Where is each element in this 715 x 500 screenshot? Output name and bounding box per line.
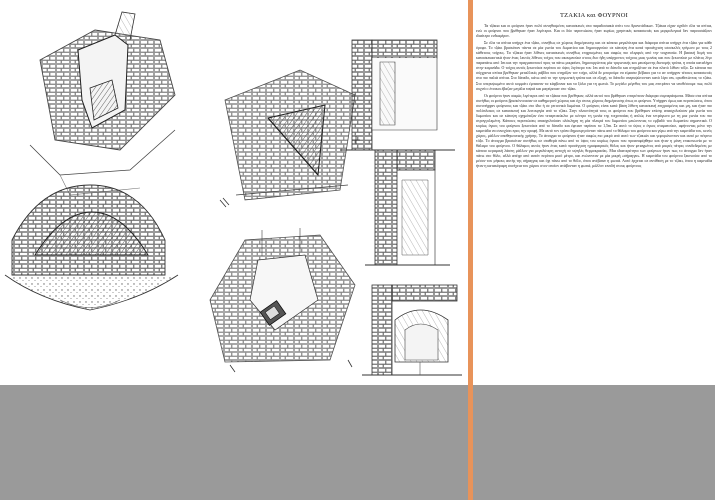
- oven-corner-elevation: [362, 285, 462, 375]
- paragraph: Τα τζάκια και οι φούρνοι ήταν πολύ συνηθισμένες κατασκευές στα παραδοσιακά σπίτι του Αρανιτάδικων. Τζάκια είχαν σχεδόν όλα τα σπίτια, ενώ οι φούρνοι που βρέθηκαν ήταν λιγότεροι. Και οι δύο περιπτώσεις ήταν κυρίως χρηστικές κατασκευές και μορφολογικά δεν παρουσιάζουν ιδιαίτερο ενδιαφέρον.: [476, 24, 712, 39]
- right-page: [473, 0, 715, 385]
- page-title: ΤΖΑΚΙΑ και ΦΟΥΡΝΟΙ: [559, 12, 629, 19]
- body-text: [476, 24, 712, 171]
- oven-dome-sketch: [5, 185, 178, 310]
- bottom-gray-band: [0, 385, 468, 500]
- paragraph: Οι φούρνοι ήταν σαφώς λιγότεροι από τα τζάκια που βρέθηκαν, αλλά αυτοί που βρέθηκαν επιτρέπουν διάφορα συμπεράσματα. Μέσα στα σπίτια συνήθως οι φούρνοι βρισκόντουσαν σε καθημερινό χώρους και όχι στους χώρους διημέρευσης όπως οι φούρνοι. Υπήρχαν όμως και περιπτώσεις, όπου συνυπήρχαν φούρνους και τζάκι στο ίδιο ή σε γειτονικά δωμάτια. Ο φούρνος είναι κατά βάση λίθινη κατασκευή επιχρισμένος και μη, και ήταν πιο πολύπλοκος σε κατασκευή και λειτουργία από το τζάκι. Στην πλειονότητά τους οι φούρνοι που βρέθηκαν επίσης απασχολούσαν μία γωνία του δωματίου και σε κάτοψη σχημάτιζαν ένα τεταρτοκύκλιο με κέντρο τη γωνία της τοιχοποιίας ή απλώς ένα τετράγωνο με τη μια γωνία του πιο στρογγυλεμένη. Κάποιες περιπτώσεις απασχολούσαν ολόκληρη τη μία πλευρά του δωματίου μειώνοντας το εμβαδό του δωματίου σημαντικά. Ο κυρίως όγκος του φούρνου ξεκινούσε από το δάπεδο και έφτανε περίπου τα 1,5m. Σε αυτό το ύψος ο όγκος σταματούσε, αφήνοντας μόνο την καμινάδα να συνεχίσει προς την οροφή. Με αυτό τον τρόπο δημιουργούνταν πάνω από το θάλαμο του φούρνου και γύρω από την καμινάδα του, κενός χώρος, μάλλον αποθηκευτικής χρήσης. Το άνοιγμα το φούρνου ήταν σαφώς πιο μικρό από αυτό των τζακιών και γεφυρώνονταν και αυτό με πέτρινο τόξο. Το άνοιγμα βρισκόταν συνήθως σε σταθερά πάνω από το ύψος του κυρίως όγκου που προαναφέρθηκε και ήταν η μόνη επικοινωνία με το θάλαμο του φούρνου. Ο θάλαμος αυτός ήταν ένας κατά προσέγγιση ημισφαιρικός θόλος και ήταν φτιαγμένος από μικρές πέτρες συνδεδεμένες με κάποιο κεραμική λάσπη μάλλον για μεγαλύτερη αντοχή σε υψηλές θερμοκρασίες. Μια ιδιαιτερότητα των φούρνων ήταν πως το άνοιγμα δεν ήταν πάνω στο θόλο, αλλά απέιχε από αυτόν περίπου μισό μέτρο, και ενώνονταν με μία μικρή «σήραγγα». Η καμινάδα του φούρνου ξεκινούσε από το μέσον του μήκους αυτής της σήραγγας και όχι πάνω από το θόλο, όπου ανέβαινε η φωτιά. Αυτό έρχεται σε αντίθεση με το τζάκι, όπου η καμινάδα ήταν η κατακόρυφη συνέχεια του χώρου στον οποίον ανάβονταν η φωτιά, μάλλον επειδή στους φούρνους: [476, 93, 712, 169]
- oven-perspective-sketch: [210, 228, 355, 372]
- bottom-gray-band-right: [473, 385, 715, 500]
- paragraph: Σε όλα τα σπίτια υπήρχε ένα τζάκι, συνήθως σε χώρους διημέρευσης και σε κάποια μεγαλύτερα και διάφορα σπίτια υπήρχε ένα τζάκι για κάθε όροφο. Το τζάκι βρισκόταν πάντα σε μία γωνία του δωματίου και δημιουργούσε σε κάτοψη ένα κατά προσέγγιση ισοσκελές τρίγωνο με τους 2 κάθετους τοίχους. Τα τζάκια ήταν λίθινες κατασκευές συνήθως επιχρισμένες και σαφώς πιο ολιγαρές από την τοιχοποιία. Η βασική δομή του κατασκευαστικά ήταν ένας λευτός λίθινος τοίχος που ακουμπούσε στους δυο ήδη υπάρχοντες τοίχους μιας γωνίας και που ξεκινούσε με πλάτος λίγο παραπάνω από 1m και την πραγματοποιεί προς τα πάνω μικραίνει, δημιουργώντας μία τριγωνικής και μειούμενης διατομής τρύπα, η οποία καταλήγει στην καμινάδα. Ο τοίχος αυτός ξεκινούσε περίπου σε ύψος λιγότερο του 1m από το δάπεδο και στηριζόταν σε ένα πλατύ λίθινο τόξο. Σε κάποια πιο σύγχρονα σπίτια βρέθηκαν μεταλλικές ράβδοι που στηρίζαν τον τοίχο, αλλά δε μπορούμε να είμαστε βέβαιοι για το αν υπήρχαν τέτοιες κατασκευές στα πιο παλιά σπίτια. Στο δάπεδο, κάτω από το την τριγωνική τρύπα και σε εξοχή, το δάπεδο υπερυψώνονταν κατά λίγα cm, οριοθετώντας το τζάκι. Στο υπερυψωμένο αυτό κομμάτι έμπαιναν τα κάρβουνα και τα ξύλα για τη φωτιά. Το μεγάλο μέγεθος του μας επιτρέπει να υποθέσουμε πως πολύ συχνά ο ένοικοι έβαζαν μεγάλα ταψιά και μαγείρευαν στο τζάκι.: [476, 41, 712, 91]
- wall-section-sketch: [365, 150, 450, 265]
- fireplace-corner-elevation: [340, 40, 455, 150]
- fireplace-hood-sketch: [220, 70, 360, 207]
- fireplace-perspective-sketch: [30, 12, 175, 195]
